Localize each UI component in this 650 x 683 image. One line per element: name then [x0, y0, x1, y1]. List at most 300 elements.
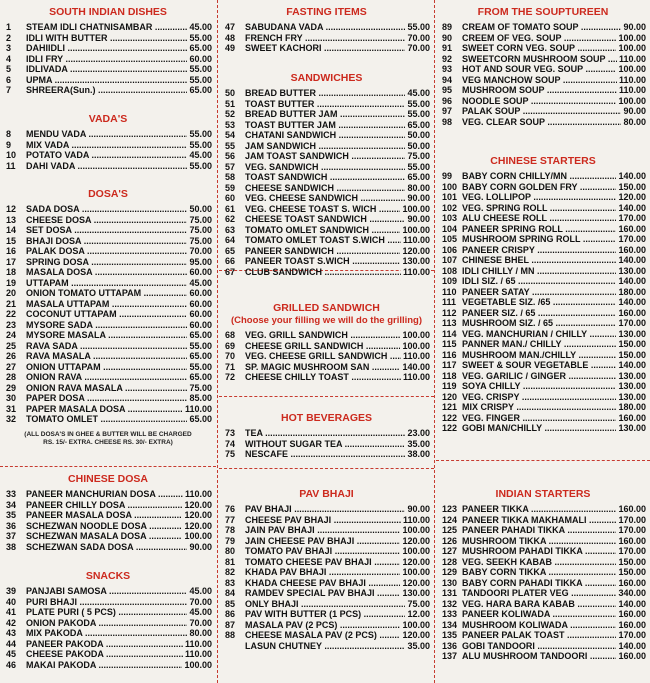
section-title: SOUTH INDIAN DISHES — [49, 6, 167, 18]
menu-item — [436, 329, 650, 340]
menu-item-price: 120.00 — [184, 510, 212, 520]
menu-item-number: 100 — [442, 181, 458, 192]
menu-item — [219, 630, 434, 641]
menu-item-number: 55 — [225, 140, 236, 151]
menu-item-price: 100.00 — [402, 340, 430, 351]
menu-item — [436, 213, 650, 224]
menu-item-number: 105 — [442, 234, 458, 244]
menu-item — [219, 557, 434, 568]
menu-item-price: 110.00 — [618, 74, 646, 85]
menu-item-name: MUSHROOM TIKKA ..... — [462, 536, 626, 547]
menu-item-name: WITHOUT SUGAR TEA ..... — [245, 439, 410, 450]
menu-item-number: 7 — [6, 85, 12, 95]
menu-item-number: 118 — [442, 370, 457, 381]
menu-item-price: 100.00 — [618, 95, 646, 106]
menu-item-name: VEG. SANDWICH ..... — [245, 162, 410, 173]
menu-item-price: 140.00 — [618, 171, 646, 181]
menu-item — [219, 151, 434, 162]
menu-item-price: 80.00 — [189, 628, 212, 638]
menu-item-number: 71 — [225, 361, 236, 372]
menu-item-name: ONION TOMATO UTTAPAM ..... — [26, 288, 192, 299]
menu-item-price: 65.00 — [189, 414, 212, 424]
menu-item-number: 92 — [442, 53, 453, 64]
menu-item-price: 120.00 — [402, 245, 430, 256]
menu-item-number: 77 — [225, 514, 236, 525]
menu-item — [436, 413, 650, 424]
menu-item — [219, 362, 434, 373]
menu-item-name: ALU CHEESE ROLL ..... — [462, 213, 626, 224]
section-subtitle: (Choose your filling we will do the grilling) — [230, 315, 423, 326]
menu-item-price: 110.00 — [402, 351, 430, 361]
menu-item — [0, 267, 216, 278]
menu-item-number: 93 — [442, 64, 453, 74]
menu-item-price: 65.00 — [189, 43, 212, 53]
menu-item-name: SABUDANA VADA ..... — [245, 22, 410, 33]
menu-item-name: SOYA CHILLY ..... — [462, 381, 626, 392]
menu-item-name: PANEER SPRING ROLL ..... — [462, 224, 626, 235]
menu-item-price: 120.00 — [402, 535, 430, 546]
menu-item — [219, 588, 434, 599]
menu-item-number: 15 — [6, 235, 17, 246]
menu-item-number: 116 — [442, 349, 457, 360]
menu-column-3 — [436, 0, 650, 683]
menu-item-number: 122 — [442, 412, 458, 423]
menu-item — [0, 85, 216, 96]
menu-item-price: 160.00 — [618, 412, 646, 423]
menu-item — [219, 162, 434, 173]
menu-item-price: 23.00 — [407, 428, 430, 438]
menu-item-number: 18 — [6, 267, 17, 277]
menu-item-price: 60.00 — [189, 288, 212, 298]
menu-item — [219, 183, 434, 194]
menu-item — [219, 525, 434, 536]
menu-item-name: NOODLE SOUP ..... — [462, 96, 626, 107]
menu-item-name: VEG. HARA BARA KABAB ..... — [462, 599, 626, 610]
menu-item — [219, 351, 434, 362]
menu-item-price: 150.00 — [618, 567, 646, 577]
menu-item-number: 50 — [225, 88, 236, 98]
menu-item-number: 103 — [442, 213, 458, 223]
menu-item-name: IDLI CHILLY / MN ..... — [462, 266, 626, 277]
section-title: CHINESE STARTERS — [490, 155, 596, 167]
menu-item-price: 65.00 — [407, 172, 430, 182]
menu-item — [0, 597, 216, 608]
menu-item-name: SET DOSA ..... — [26, 225, 192, 236]
menu-item-price: 55.00 — [189, 160, 212, 171]
menu-item — [219, 33, 434, 44]
menu-item-number: 44 — [6, 638, 17, 649]
menu-item-name: CREAM OF TOMATO SOUP ..... — [462, 22, 626, 33]
menu-item-price: 90.00 — [407, 193, 430, 203]
menu-item — [0, 351, 216, 362]
menu-item-price: 75.00 — [189, 214, 212, 225]
menu-item-name: MENDU VADA ..... — [26, 129, 192, 140]
section-title: CHINESE DOSA — [68, 473, 148, 485]
menu-item-price: 160.00 — [618, 223, 646, 234]
menu-item-name: PANEER CRISPY ..... — [462, 245, 626, 256]
menu-item — [0, 330, 216, 341]
menu-item — [0, 607, 216, 618]
menu-item — [436, 64, 650, 75]
menu-item-price: 65.00 — [189, 330, 212, 340]
menu-item-name: COCONUT UTTAPAM ..... — [26, 309, 192, 320]
menu-item-price: 55.00 — [189, 64, 212, 74]
menu-item-price: 100.00 — [402, 619, 430, 630]
menu-item-price: 100.00 — [402, 203, 430, 214]
menu-item — [219, 43, 434, 54]
dosa-note-line-1: (ALL DOSA'S IN GHEE & BUTTER WILL BE CHARGED — [24, 430, 192, 438]
menu-item-price: 35.00 — [407, 438, 430, 449]
menu-item-number: 20 — [6, 288, 17, 298]
menu-item-number: 59 — [225, 182, 236, 193]
menu-item — [219, 193, 434, 204]
menu-item-price: 170.00 — [618, 318, 646, 328]
menu-item-number: 67 — [225, 266, 236, 277]
menu-item — [219, 267, 434, 278]
menu-item — [436, 85, 650, 96]
menu-item-number: 10 — [6, 150, 17, 160]
menu-item-price: 75.00 — [189, 382, 212, 393]
menu-item-price: 75.00 — [189, 225, 212, 235]
menu-item-name: RAMDEV SPECIAL PAV BHAJI ..... — [245, 588, 410, 599]
dosa-note-line-2: RS. 15/- EXTRA. CHEESE RS. 30/- EXTRA) — [43, 438, 173, 446]
menu-item — [219, 141, 434, 152]
menu-item-price: 65.00 — [407, 119, 430, 130]
menu-item-price: 90.00 — [623, 106, 646, 116]
menu-item-name: MASALA PAV (2 PCS) ..... — [245, 620, 410, 631]
menu-item — [219, 130, 434, 141]
menu-item-number: 3 — [6, 43, 12, 53]
menu-item-name: SADA DOSA ..... — [26, 204, 192, 215]
menu-item-number: 133 — [442, 609, 458, 619]
menu-item — [0, 383, 216, 394]
menu-item-number: 112 — [442, 307, 457, 318]
menu-item-number: 16 — [6, 246, 17, 256]
menu-item-number: 134 — [442, 619, 458, 630]
menu-item-price: 45.00 — [189, 22, 212, 32]
menu-item — [0, 54, 216, 65]
menu-item-price: 160.00 — [618, 535, 646, 546]
menu-item-name: SWEET & SOUR VEGETABLE ..... — [462, 360, 626, 371]
menu-item-name: CREEM OF VEG. SOUP ..... — [462, 33, 626, 44]
menu-item-price: 55.00 — [407, 98, 430, 109]
menu-item-number: 113 — [442, 318, 457, 328]
menu-item-name: PANEER MASALA DOSA ..... — [26, 510, 192, 521]
menu-item-name: JAM SANDWICH ..... — [245, 141, 410, 152]
menu-item-name: MUSHROOM SPRING ROLL ..... — [462, 234, 626, 245]
menu-item-price: 12.00 — [407, 609, 430, 619]
menu-item-price: 110.00 — [184, 403, 212, 414]
menu-item-number: 64 — [225, 235, 236, 245]
menu-item-number: 2 — [6, 32, 12, 43]
menu-item — [0, 362, 216, 373]
menu-item-name: IDLIVADA ..... — [26, 64, 192, 75]
menu-item-name: MIX CRISPY ..... — [462, 402, 626, 413]
menu-item-price: 90.00 — [623, 22, 646, 32]
menu-item-price: 160.00 — [618, 307, 646, 318]
menu-item-price: 55.00 — [189, 129, 212, 139]
menu-item — [436, 546, 650, 557]
menu-item — [0, 236, 216, 247]
menu-item — [219, 536, 434, 547]
menu-item-number: 126 — [442, 535, 458, 546]
menu-item — [0, 542, 216, 553]
menu-item-name: KHADA CHEESE PAV BHAJI ..... — [245, 578, 410, 589]
menu-item-number: 125 — [442, 525, 458, 535]
menu-item-name: VEG. CLEAR SOUP ..... — [462, 117, 626, 128]
section-pav-bhaji — [219, 488, 434, 651]
menu-item-name: CHEESE MASALA PAV (2 PCS) ..... — [245, 630, 410, 641]
menu-item-price: 60.00 — [189, 319, 212, 330]
menu-item-name: NESCAFE ..... — [245, 449, 410, 460]
menu-item-number: 75 — [225, 449, 236, 459]
menu-item-name: TOMATO OMLET SANDWICH ..... — [245, 225, 410, 236]
section-title: DOSA'S — [88, 188, 128, 200]
menu-item — [0, 33, 216, 44]
menu-item-number: 137 — [442, 651, 458, 661]
menu-item-number: 12 — [6, 204, 17, 214]
menu-item-name: TANDOORI PLATER VEG ..... — [462, 588, 626, 599]
menu-item-number: 43 — [6, 628, 17, 638]
menu-item-number: 31 — [6, 403, 17, 414]
menu-item-number: 129 — [442, 567, 458, 577]
menu-item — [436, 117, 650, 128]
menu-item-price: 70.00 — [189, 246, 212, 256]
menu-item-name: PAPER MASALA DOSA ..... — [26, 404, 192, 415]
menu-item — [0, 204, 216, 215]
menu-item-price: 140.00 — [618, 202, 646, 213]
section-vadas — [0, 113, 216, 171]
menu-item-price: 80.00 — [623, 116, 646, 127]
menu-item-name: PANEER SIZ. / 65 ..... — [462, 308, 626, 319]
menu-item-name: SWEETCORN MUSHROOM SOUP ..... — [462, 54, 626, 65]
menu-item-price: 340.00 — [618, 588, 646, 598]
menu-item — [219, 620, 434, 631]
menu-item-number: 25 — [6, 340, 17, 351]
menu-item-number: 85 — [225, 598, 236, 609]
menu-item-price: 50.00 — [407, 130, 430, 140]
menu-item — [436, 578, 650, 589]
menu-item-number: 38 — [6, 541, 17, 552]
menu-item-number: 9 — [6, 139, 12, 150]
menu-item-number: 78 — [225, 525, 236, 535]
menu-item-number: 131 — [442, 588, 458, 598]
menu-item-price: 140.00 — [618, 598, 646, 609]
menu-item-name: BABY CORN GOLDEN FRY ..... — [462, 182, 626, 193]
menu-item — [436, 203, 650, 214]
menu-item-name: POTATO VADA ..... — [26, 150, 192, 161]
menu-item — [436, 651, 650, 662]
menu-item-name: SWEET CORN VEG. SOUP ..... — [462, 43, 626, 54]
menu-item-price: 120.00 — [402, 630, 430, 640]
menu-item-name: IDLI FRY ..... — [26, 54, 192, 65]
menu-item-number: 107 — [442, 255, 458, 265]
menu-item — [436, 182, 650, 193]
menu-item — [219, 256, 434, 267]
menu-item-price: 160.00 — [618, 244, 646, 255]
menu-item-name: PANEER SANDWICH ..... — [245, 246, 410, 257]
menu-item-name: VEG. CHEESE SANDWICH ..... — [245, 193, 410, 204]
menu-item-number: 130 — [442, 577, 458, 588]
menu-item — [219, 449, 434, 460]
menu-item-name: DAHIIDLI ..... — [26, 43, 192, 54]
section-south-indian — [0, 6, 216, 96]
menu-item-price: 90.00 — [407, 504, 430, 514]
menu-item-number: 52 — [225, 109, 236, 119]
section-title: FROM THE SOUPTUREEN — [477, 6, 609, 18]
menu-item-number: 14 — [6, 225, 17, 235]
menu-item-number: 106 — [442, 244, 458, 255]
menu-item-number: 13 — [6, 214, 17, 225]
menu-item-number: 95 — [442, 85, 453, 95]
menu-item-name: PURI BHAJI ..... — [26, 597, 192, 608]
menu-item — [0, 393, 216, 404]
menu-item-price: 110.00 — [184, 638, 212, 649]
menu-item-number: 58 — [225, 172, 236, 182]
menu-item-number: 91 — [442, 43, 453, 53]
menu-item-price: 140.00 — [618, 255, 646, 265]
menu-item — [219, 235, 434, 246]
menu-item-name: VEG. CHEESE GRILL SANDWICH ..... — [245, 351, 410, 362]
menu-item-price: 55.00 — [189, 139, 212, 150]
menu-item — [0, 257, 216, 268]
menu-item — [436, 504, 650, 515]
menu-item-price: 95.00 — [189, 256, 212, 267]
menu-item-price: 130.00 — [618, 391, 646, 402]
menu-item-number: 42 — [6, 617, 17, 628]
section-indian-starters — [436, 488, 650, 662]
menu-item-number: 51 — [225, 98, 236, 109]
menu-item-name: CHEESE SANDWICH ..... — [245, 183, 410, 194]
menu-item-name: JAIN CHEESE PAV BHAJI ..... — [245, 536, 410, 547]
menu-item-number: 110 — [442, 286, 457, 297]
menu-item-number: 132 — [442, 598, 458, 609]
menu-item-name: UPMA ..... — [26, 75, 192, 86]
menu-item-number: 136 — [442, 640, 458, 651]
menu-item-name: IDLI WITH BUTTER ..... — [26, 33, 192, 44]
menu-item-name: PALAK DOSA ..... — [26, 246, 192, 257]
menu-item-price: 60.00 — [189, 53, 212, 64]
menu-item-name: KHADA PAV BHAJI ..... — [245, 567, 410, 578]
menu-item-number: 74 — [225, 438, 236, 449]
menu-item-price: 65.00 — [189, 372, 212, 382]
section-dosas — [0, 188, 216, 447]
menu-item — [436, 192, 650, 203]
menu-item-number: 99 — [442, 171, 453, 181]
menu-item-price: 75.00 — [407, 598, 430, 609]
menu-item-name: CLUB SANDWICH ..... — [245, 267, 410, 278]
menu-item-name: BHAJI DOSA ..... — [26, 236, 192, 247]
menu-item-price: 80.00 — [407, 182, 430, 193]
menu-item-name: ONION UTTAPAM ..... — [26, 362, 192, 373]
menu-item-price: 120.00 — [618, 192, 646, 202]
menu-item — [219, 172, 434, 183]
menu-item-price: 140.00 — [618, 297, 646, 307]
menu-item-price: 100.00 — [618, 32, 646, 43]
menu-item-price: 130.00 — [402, 588, 430, 598]
menu-item-price: 160.00 — [618, 577, 646, 588]
menu-item-name: TOMATO OMLET ..... — [26, 414, 192, 425]
menu-item-number: 108 — [442, 265, 458, 276]
menu-item — [219, 88, 434, 99]
menu-item — [0, 531, 216, 542]
menu-item-price: 110.00 — [402, 266, 430, 277]
menu-item — [0, 140, 216, 151]
menu-item-name: VEG. FINGER ..... — [462, 413, 626, 424]
menu-item — [436, 171, 650, 182]
menu-item — [436, 266, 650, 277]
menu-item — [436, 381, 650, 392]
menu-item-name: SWEET KACHORI ..... — [245, 43, 410, 54]
menu-item — [0, 414, 216, 425]
menu-item-number: 47 — [225, 22, 236, 32]
menu-item-name: BREAD BUTTER ..... — [245, 88, 410, 99]
section-hot-beverages — [219, 412, 434, 460]
menu-item — [0, 288, 216, 299]
menu-item-number: 89 — [442, 22, 453, 32]
menu-item-name: CHEESE CHILLY TOAST ..... — [245, 372, 410, 383]
menu-item-price: 70.00 — [407, 32, 430, 43]
menu-item-name: MUSHROOM PAHADI TIKKA ..... — [462, 546, 626, 557]
menu-item-price: 170.00 — [618, 514, 646, 525]
menu-item-name: VEG. SEEKH KABAB ..... — [462, 557, 626, 568]
menu-item-number: 29 — [6, 382, 17, 393]
menu-item-price: 75.00 — [407, 151, 430, 161]
section-chinese-starters — [436, 155, 650, 434]
menu-item-name: ONLY BHAJI ..... — [245, 599, 410, 610]
menu-item-number: 98 — [442, 116, 453, 127]
menu-item — [0, 129, 216, 140]
menu-item-number: 94 — [442, 74, 453, 85]
menu-item-price: 50.00 — [407, 140, 430, 151]
menu-item-number: 83 — [225, 577, 236, 588]
menu-item-name: SCHEZWAN NOODLE DOSA ..... — [26, 521, 192, 532]
menu-item — [436, 54, 650, 65]
menu-item-price: 45.00 — [189, 586, 212, 596]
menu-item-price: 130.00 — [618, 328, 646, 339]
menu-item-number: 73 — [225, 428, 236, 438]
menu-item — [436, 536, 650, 547]
menu-item — [219, 120, 434, 131]
menu-item — [436, 318, 650, 329]
menu-item-price: 100.00 — [402, 567, 430, 577]
menu-item-price: 120.00 — [184, 520, 212, 531]
section-sandwiches — [219, 72, 434, 277]
menu-item-name: PANEER TIKKA MAKHAMALI ..... — [462, 515, 626, 526]
menu-item-name: PANEER PAHADI TIKKA ..... — [462, 525, 626, 536]
menu-item-name: MUSHROOM SOUP ..... — [462, 85, 626, 96]
menu-item-name: VEG. CHEESE TOAST S. WICH ..... — [245, 204, 410, 215]
menu-item-name: PANEER TIKKA ..... — [462, 504, 626, 515]
menu-item-price: 140.00 — [402, 361, 430, 372]
section-fasting — [219, 6, 434, 54]
menu-item — [436, 515, 650, 526]
menu-item — [219, 504, 434, 515]
menu-item-price: 150.00 — [618, 556, 646, 567]
menu-item-name: PANEER PALAK TOAST ..... — [462, 630, 626, 641]
menu-item-name: TOAST BUTTER ..... — [245, 99, 410, 110]
menu-item-name: PANNER MAN./ CHILLY ..... — [462, 339, 626, 350]
menu-item-number: 5 — [6, 64, 12, 74]
menu-item — [0, 500, 216, 511]
menu-item-name: BABY CORN CHILLY/MN ..... — [462, 171, 626, 182]
menu-item-price: 70.00 — [189, 596, 212, 607]
menu-item-price: 55.00 — [189, 361, 212, 372]
menu-item-price: 100.00 — [402, 330, 430, 340]
menu-item-name: SHREERA(Sun.) ..... — [26, 85, 192, 96]
menu-item-number: 53 — [225, 119, 236, 130]
menu-item-name: BREAD BUTTER JAM ..... — [245, 109, 410, 120]
